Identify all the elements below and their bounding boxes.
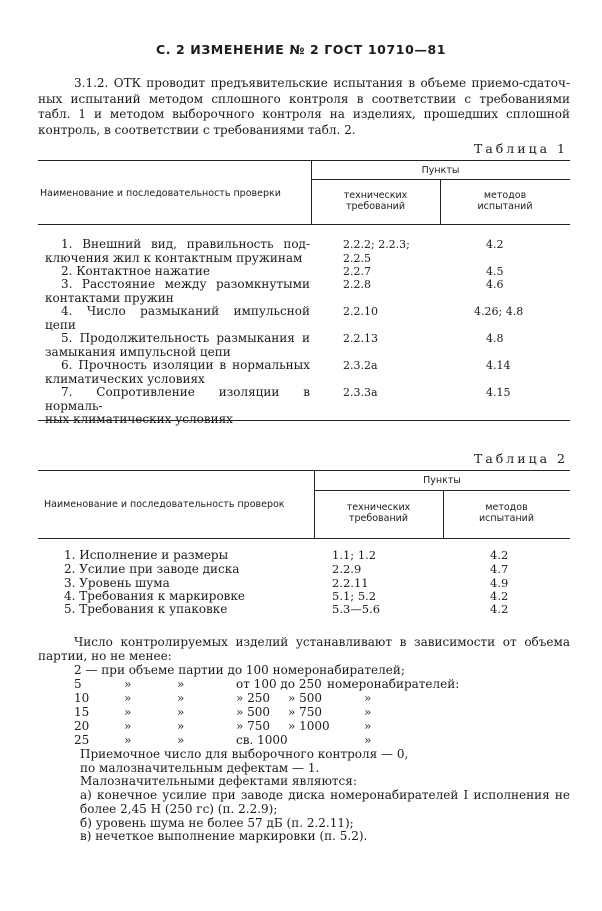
ditto-mark: »: [124, 733, 132, 747]
table1-top-rule: [38, 160, 570, 161]
batch-from: » 250: [236, 691, 271, 705]
header-line: испытаний: [478, 513, 535, 524]
table1-row-tech: [343, 265, 371, 279]
cell-line: 4.5: [486, 265, 504, 278]
header-line: испытаний: [477, 201, 533, 212]
table1-row-method: [486, 265, 504, 279]
table1-row-tech: [343, 332, 378, 346]
page-header: С. 2 ИЗМЕНЕНИЕ № 2 ГОСТ 10710—81: [155, 42, 447, 57]
cell-line: 2.2.7: [343, 265, 371, 278]
table1-caption: Таблица 1: [473, 141, 568, 156]
ditto-mark: »: [124, 705, 132, 719]
table2-caption: Таблица 2: [473, 451, 568, 466]
ditto-mark: »: [124, 691, 132, 705]
batch-from: » 750: [236, 719, 271, 733]
header-line: методов: [485, 502, 528, 513]
header-line: методов: [483, 190, 527, 201]
cell-line: 4. Число размыканий импульсной цепи: [45, 304, 310, 332]
sample-count: 20: [74, 719, 90, 733]
table1-row-tech: [343, 359, 378, 373]
table2-top-rule: [38, 470, 570, 471]
table2-col-name-header: Наименование и последовательность проверок: [44, 499, 285, 510]
table1-row-tech: [343, 238, 410, 265]
header-line: требований: [348, 513, 409, 524]
minor-defect-b: б) уровень шума не более 57 дБ (п. 2.2.11);: [80, 816, 354, 830]
table1-row-method: [474, 305, 523, 319]
sample-size-rule: 2 — при объеме партии до 100 номеронабирателей;: [74, 663, 405, 677]
ditto-mark: »: [177, 705, 185, 719]
batch-from: » 500: [236, 705, 271, 719]
ditto-mark: »: [364, 719, 372, 733]
table1-head-rule: [38, 224, 570, 225]
table2-row-tech: 1.1; 1.2: [332, 548, 377, 562]
table2-row-tech: 2.2.11: [332, 576, 369, 590]
table2-row-method: 4.2: [490, 589, 509, 603]
table2-row-tech: 5.3—5.6: [332, 602, 381, 616]
table1-bottom-rule: [38, 420, 570, 421]
table1-row-method: [486, 386, 511, 400]
cell-line: 7. Сопротивление изоляции в нормаль-: [45, 385, 310, 413]
minor-defect-a: а) конечное усилие при заводе диска номеронабирателей I исполнения не: [80, 788, 570, 802]
table1-row-name: [45, 332, 310, 359]
sample-count: 10: [74, 691, 90, 705]
intro-paragraph: [38, 76, 570, 138]
batch-tail: номеронабирателей:: [327, 677, 460, 691]
table2-head-rule: [38, 538, 570, 539]
table1-row-name: [45, 305, 310, 332]
table1-row-tech: [343, 278, 371, 292]
ditto-mark: »: [177, 733, 185, 747]
batch-range: от 100 до 250: [236, 677, 322, 691]
ditto-mark: »: [177, 719, 185, 733]
cell-line: 1. Внешний вид, правильность под-: [61, 237, 310, 251]
acceptance-minor: по малозначительным дефектам — 1.: [80, 761, 320, 775]
table2-row-name: 1. Исполнение и размеры: [64, 548, 229, 562]
batch-from: св. 1000: [236, 733, 288, 747]
table1-row-name: [45, 359, 310, 386]
table1-col-tech-header: [311, 190, 440, 212]
table1-row-tech: [343, 305, 378, 319]
cell-line: 4.8: [486, 332, 504, 345]
ditto-mark: »: [124, 719, 132, 733]
cell-line: 5. Продолжительность размыкания и: [61, 331, 310, 345]
table2-row-method: 4.7: [490, 562, 509, 576]
table2-col-tech-header: [314, 502, 443, 524]
table1-col-name-header: Наименование и последовательность проверки: [40, 188, 281, 199]
intro-line: табл. 1 и методом выборочного контроля на изделиях, прошедших сплошной: [38, 107, 570, 121]
ditto-mark: »: [364, 691, 372, 705]
table1-row-name: [45, 238, 310, 265]
table2-row-method: 4.9: [490, 576, 509, 590]
cell-line: ключения жил к контактным пружинам: [45, 250, 303, 265]
ditto-mark: »: [177, 691, 185, 705]
table2-row-tech: 5.1; 5.2: [332, 589, 377, 603]
table1-row-name: [45, 278, 310, 305]
cell-line: контактами пружин: [45, 290, 174, 305]
batch-to: » 500: [288, 691, 323, 705]
cell-line: 4.14: [486, 359, 511, 372]
cell-line: 2.2.2; 2.2.3;: [343, 238, 410, 251]
cell-line: 4.15: [486, 386, 511, 399]
table2-row-name: 5. Требования к упаковке: [64, 602, 228, 616]
batch-to: » 750: [288, 705, 323, 719]
cell-line: ных климатических условиях: [45, 412, 233, 426]
intro-line: ных испытаний методом сплошного контроля в соответствии с требованиями: [38, 91, 570, 106]
cell-line: 6. Прочность изоляции в нормальных: [61, 358, 310, 372]
ditto-mark: »: [364, 733, 372, 747]
header-line: технических: [343, 190, 408, 201]
minor-defect-c: в) нечеткое выполнение маркировки (п. 5.2).: [80, 829, 368, 843]
cell-line: 2.3.3а: [343, 386, 378, 399]
table2-row-tech: 2.2.9: [332, 562, 362, 576]
ditto-mark: »: [364, 705, 372, 719]
table1-row-tech: [343, 386, 378, 400]
table2-row-name: 3. Уровень шума: [64, 576, 170, 590]
batch-to: » 1000: [288, 719, 330, 733]
table1-row-method: [486, 278, 504, 292]
sample-count: 15: [74, 705, 90, 719]
cell-line: 4.2: [486, 238, 504, 251]
ditto-mark: »: [124, 677, 132, 691]
cell-line: 2.2.13: [343, 332, 378, 345]
table2-row-name: 4. Требования к маркировке: [64, 589, 246, 603]
minor-defect-a-cont: более 2,45 Н (250 гс) (п. 2.2.9);: [80, 802, 278, 816]
intro-line: контроль, в соответствии с требованиями табл. 2.: [38, 122, 356, 137]
sample-count: 5: [74, 677, 82, 691]
header-line: требований: [345, 201, 406, 212]
sample-count: 25: [74, 733, 90, 747]
table2-group-rule: [314, 490, 570, 491]
header-line: технических: [346, 502, 411, 513]
cell-line: 4.6: [486, 278, 504, 291]
cell-line: 2.2.8: [343, 278, 371, 291]
acceptance-number: Приемочное число для выборочного контроля — 0,: [80, 747, 409, 761]
minor-defects-title: Малозначительными дефектами являются:: [80, 774, 357, 788]
table1-col-group-header: Пункты: [421, 165, 460, 176]
intro-line: 3.1.2. ОТК проводит предъявительские испытания в объеме приемо-сдаточ-: [74, 76, 570, 90]
table2-col-methods-header: [443, 502, 570, 524]
table1-row-method: [486, 238, 504, 252]
cell-line: климатических условиях: [45, 371, 205, 386]
table2-row-method: 4.2: [490, 602, 509, 616]
cell-line: 2.2.5: [343, 251, 371, 265]
table2-col-group-header: Пункты: [423, 475, 461, 486]
ditto-mark: »: [177, 677, 185, 691]
sample-size-intro-cont: партии, но не менее:: [38, 649, 172, 663]
cell-line: 4.26; 4.8: [474, 305, 524, 318]
cell-line: 3. Расстояние между разомкнутыми: [61, 277, 310, 291]
cell-line: 2. Контактное нажатие: [61, 264, 210, 278]
cell-line: 2.2.10: [343, 305, 378, 318]
cell-line: замыкания импульсной цепи: [45, 344, 231, 359]
table2-row-method: 4.2: [490, 548, 509, 562]
sample-size-intro: Число контролируемых изделий устанавливают в зависимости от объема: [74, 635, 570, 649]
cell-line: 2.3.2а: [343, 359, 378, 372]
table1-col-methods-header: [440, 190, 570, 212]
table1-row-method: [486, 332, 504, 346]
table1-row-method: [486, 359, 511, 373]
table2-row-name: 2. Усилие при заводе диска: [64, 562, 240, 576]
